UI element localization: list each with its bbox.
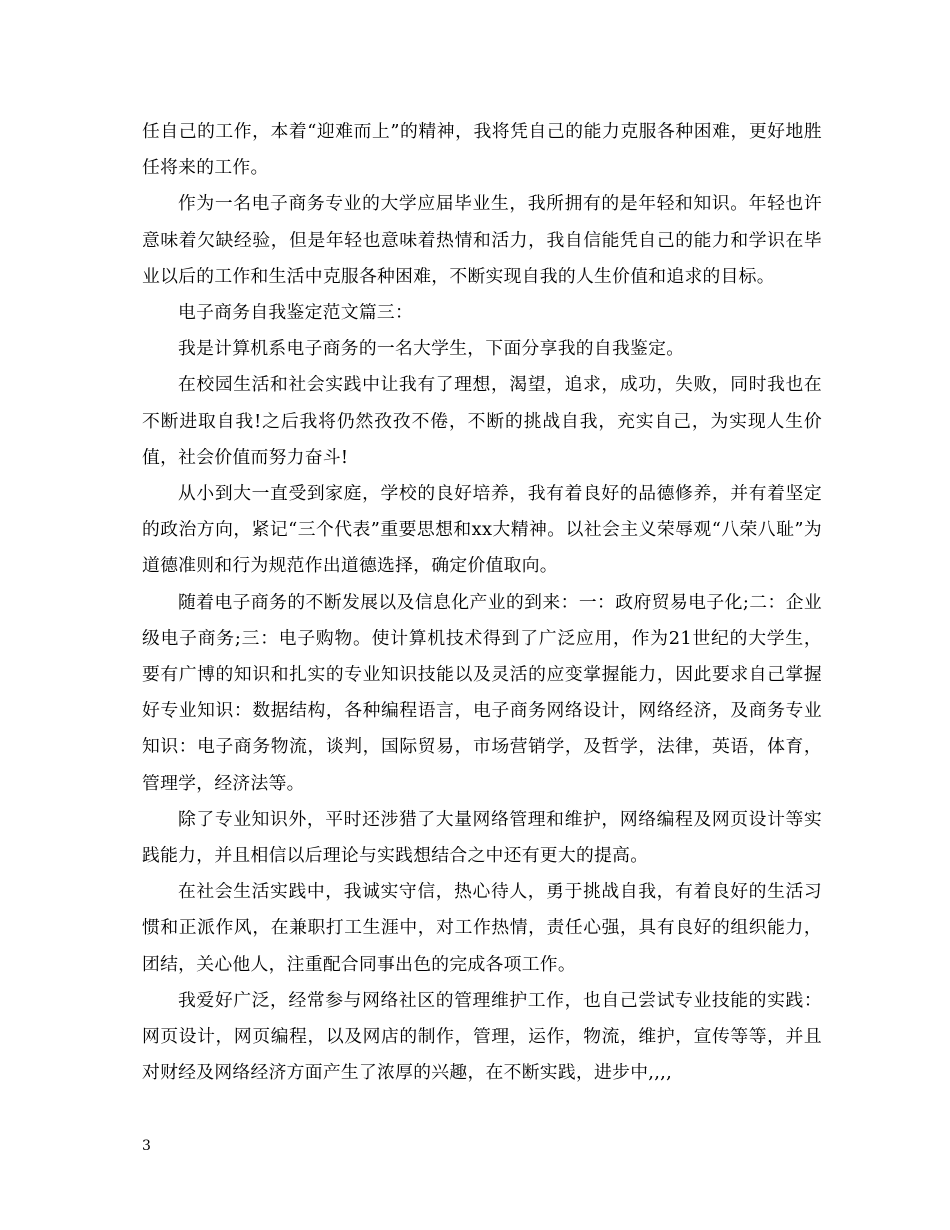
paragraph-hobbies: 我爱好广泛，经常参与网络社区的管理维护工作，也自己尝试专业技能的实践：网页设计，网页编程，以及网店的制作，管理，运作，物流，维护，宣传等等，并且对财经及网络经济方面产生了浓厚的兴趣，在不断实践，进步中,,,, xyxy=(142,989,822,1084)
paragraph-practical-skills: 除了专业知识外，平时还涉猎了大量网络管理和维护，网络编程及网页设计等实践能力，并且相信以后理论与实践想结合之中还有更大的提高。 xyxy=(142,808,822,867)
paragraph-self-intro: 我是计算机系电子商务的一名大学生，下面分享我的自我鉴定。 xyxy=(178,338,685,360)
document-body xyxy=(142,114,822,1091)
paragraph-upbringing: 从小到大一直受到家庭，学校的良好培养，我有着良好的品德修养，并有着坚定的政治方向，紧记“三个代表”重要思想和xx大精神。以社会主义荣辱观“八荣八耻”为道德准则和行为规范作出道德选择，确定价值取向。 xyxy=(142,483,822,577)
paragraph-graduate-intro: 作为一名电子商务专业的大学应届毕业生，我所拥有的是年轻和知识。年轻也许意味着欠缺经验，但是年轻也意味着热情和活力，我自信能凭自己的能力和学识在毕业以后的工作和生活中克服各种困难，不断实现自我的人生价值和追求的目标。 xyxy=(142,193,822,287)
paragraph-ecommerce-development: 随着电子商务的不断发展以及信息化产业的到来：一：政府贸易电子化;二：企业级电子商务;三：电子购物。使计算机技术得到了广泛应用，作为21世纪的大学生，要有广博的知识和扎实的专业知识技能以及灵活的应变掌握能力，因此要求自己掌握好专业知识：数据结构，各种编程语言，电子商务网络设计，网络经济，及商务专业知识：电子商务物流，谈判，国际贸易，市场营销学，及哲学，法律，英语，体育，管理学，经济法等。 xyxy=(142,591,822,794)
paragraph-social-practice: 在社会生活实践中，我诚实守信，热心待人，勇于挑战自我，有着良好的生活习惯和正派作风，在兼职打工生涯中，对工作热情，责任心强，具有良好的组织能力，团结，关心他人，注重配合同事出色的完成各项工作。 xyxy=(142,881,822,975)
paragraph-continuation: 任自己的工作，本着“迎难而上”的精神，我将凭自己的能力克服各种困难，更好地胜任将来的工作。 xyxy=(142,121,822,179)
section-heading: 电子商务自我鉴定范文篇三： xyxy=(178,302,414,324)
page-number: 3 xyxy=(142,1138,151,1154)
paragraph-campus-life: 在校园生活和社会实践中让我有了理想，渴望，追求，成功，失败，同时我也在不断进取自我!之后我将仍然孜孜不倦，不断的挑战自我，充实自己，为实现人生价值，社会价值而努力奋斗! xyxy=(142,374,822,468)
